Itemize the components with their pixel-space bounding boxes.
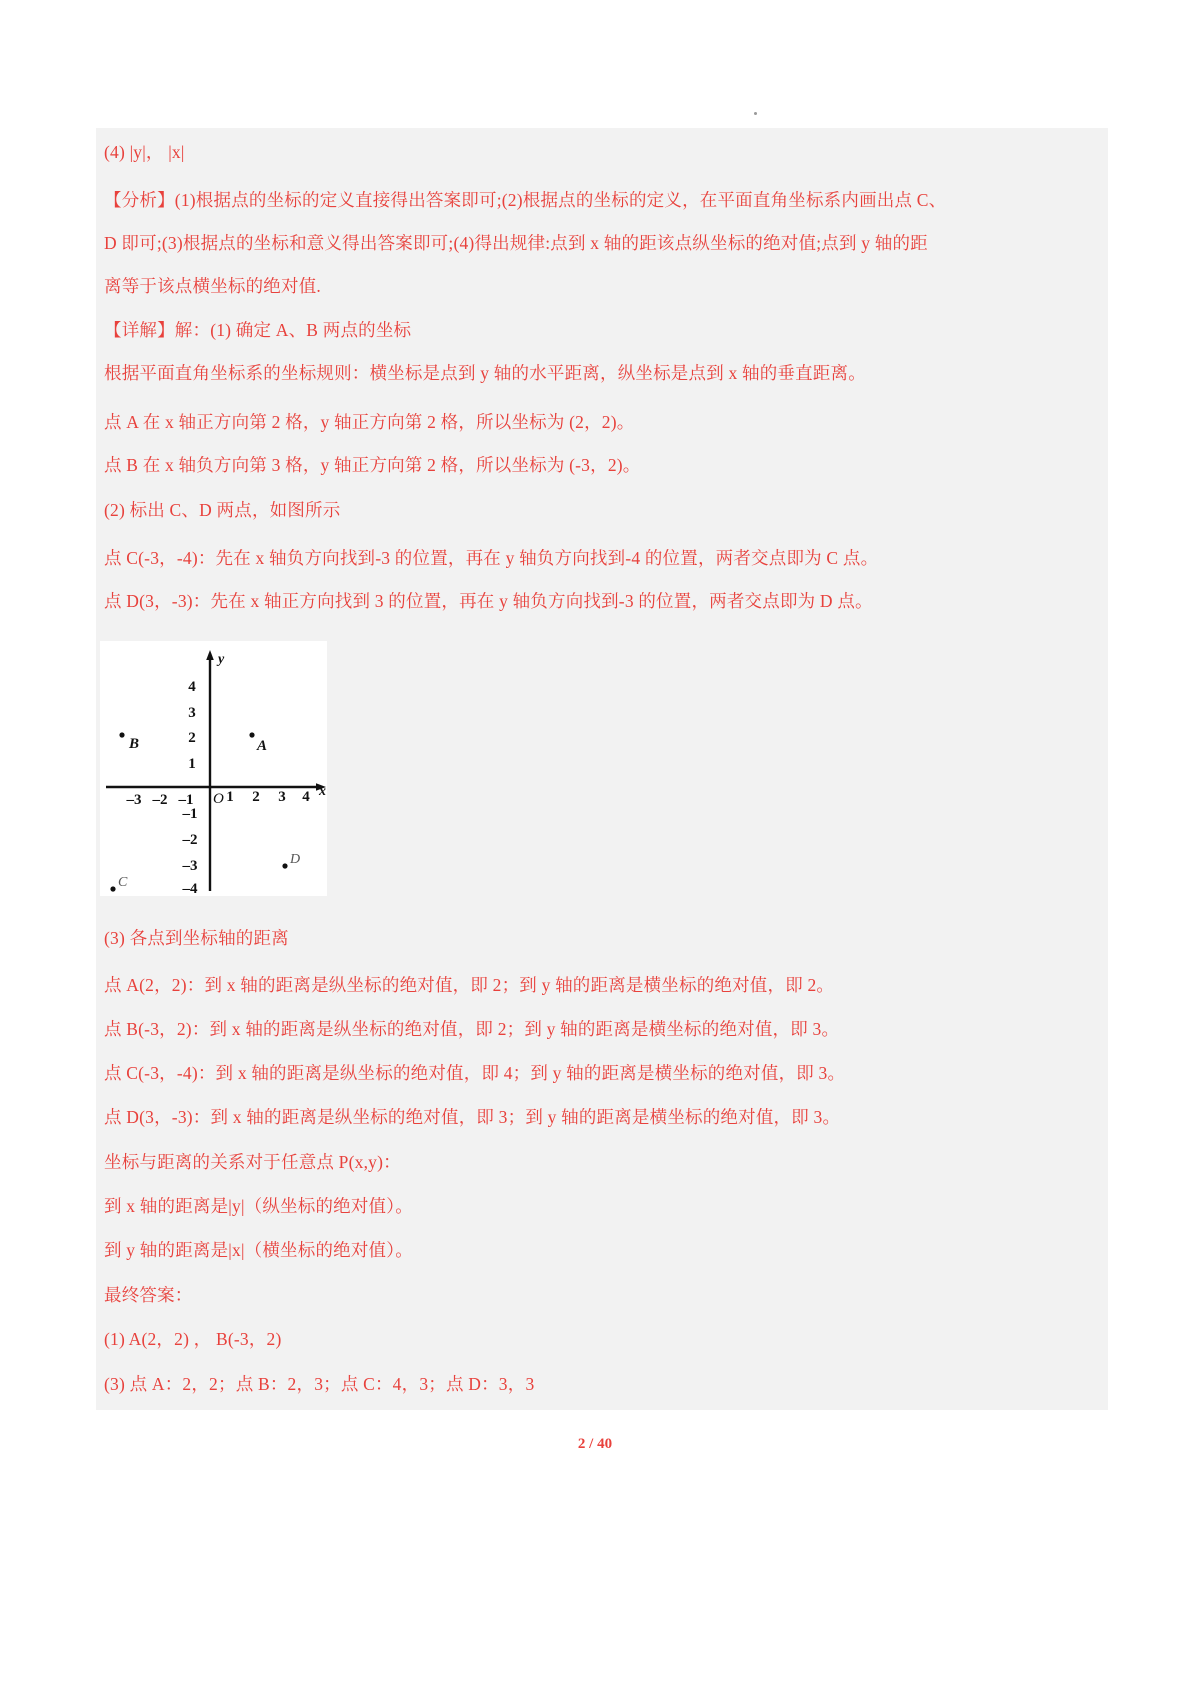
coordinate-plane-figure <box>100 641 327 896</box>
svg-text:2: 2 <box>188 730 196 746</box>
final-answer-heading: 最终答案： <box>104 1285 193 1305</box>
page-number: 2 / 40 <box>577 1436 613 1452</box>
svg-text:O: O <box>213 791 224 807</box>
point-d-line: 点 D(3，-3)：先在 x 轴正方向找到 3 的位置，再在 y 轴负方向找到-3 的位置，两者交点即为 D 点。 <box>104 591 873 611</box>
svg-text:1: 1 <box>188 756 196 772</box>
svg-text:3: 3 <box>188 705 196 721</box>
distance-c-line: 点 C(-3，-4)：到 x 轴的距离是纵坐标的绝对值，即 4；到 y 轴的距离是横坐标的绝对值，即 3。 <box>104 1063 846 1083</box>
point-a-marker <box>249 732 254 737</box>
svg-text:x: x <box>319 784 326 799</box>
analysis-line-2: D 即可;(3)根据点的坐标和意义得出答案即可;(4)得出规律:点到 x 轴的距该点纵坐标的绝对值;点到 y 轴的距 <box>104 233 928 253</box>
point-c-marker <box>110 886 115 891</box>
svg-text:4: 4 <box>188 679 196 695</box>
relation-y-line: 到 y 轴的距离是|x|（横坐标的绝对值）。 <box>104 1240 413 1260</box>
stray-mark <box>754 112 757 115</box>
final-answer-1: (1) A(2，2) ， B(-3，2) <box>104 1329 282 1349</box>
point-c-line: 点 C(-3，-4)：先在 x 轴负方向找到-3 的位置，再在 y 轴负方向找到-4 的位置，两者交点即为 C 点。 <box>104 548 879 568</box>
svg-text:–1: –1 <box>178 792 194 808</box>
distance-a-line: 点 A(2，2)：到 x 轴的距离是纵坐标的绝对值，即 2；到 y 轴的距离是横坐标的绝对值，即 2。 <box>104 975 835 995</box>
analysis-line-3: 离等于该点横坐标的绝对值. <box>104 276 321 296</box>
distance-b-line: 点 B(-3，2)：到 x 轴的距离是纵坐标的绝对值，即 2；到 y 轴的距离是横坐标的绝对值，即 3。 <box>104 1019 840 1039</box>
svg-text:1: 1 <box>226 789 234 805</box>
svg-text:3: 3 <box>278 789 286 805</box>
step2-heading: (2) 标出 C、D 两点，如图所示 <box>104 500 341 520</box>
analysis-line-1: 【分析】(1)根据点的坐标的定义直接得出答案即可;(2)根据点的坐标的定义，在平面直角坐标系内画出点 C、 <box>104 190 947 210</box>
svg-text:4: 4 <box>302 789 310 805</box>
svg-text:A: A <box>257 738 268 754</box>
svg-text:–1: –1 <box>182 806 198 822</box>
svg-text:–2: –2 <box>182 832 198 848</box>
final-answer-3: (3) 点 A：2，2；点 B：2，3；点 C：4，3；点 D：3，3 <box>104 1374 535 1394</box>
relation-x-line: 到 x 轴的距离是|y|（纵坐标的绝对值）。 <box>104 1196 413 1216</box>
point-b-marker <box>119 732 124 737</box>
distance-d-line: 点 D(3，-3)：到 x 轴的距离是纵坐标的绝对值，即 3；到 y 轴的距离是横坐标的绝对值，即 3。 <box>104 1107 841 1127</box>
svg-text:–2: –2 <box>152 792 168 808</box>
svg-text:y: y <box>218 652 225 667</box>
svg-text:C: C <box>118 875 128 890</box>
svg-text:–4: –4 <box>182 881 198 896</box>
point-b-line: 点 B 在 x 轴负方向第 3 格，y 轴正方向第 2 格，所以坐标为 (-3，2)。 <box>104 455 641 475</box>
point-d-marker <box>282 863 287 868</box>
svg-text:B: B <box>129 736 140 752</box>
coordinate-rule-line: 根据平面直角坐标系的坐标规则：横坐标是点到 y 轴的水平距离，纵坐标是点到 x 轴的垂直距离。 <box>104 363 866 383</box>
relation-heading: 坐标与距离的关系对于任意点 P(x,y)： <box>104 1152 401 1172</box>
line-question-4: (4) |y|， |x| <box>104 142 185 162</box>
svg-text:D: D <box>290 852 301 867</box>
point-a-line: 点 A 在 x 轴正方向第 2 格，y 轴正方向第 2 格，所以坐标为 (2，2)。 <box>104 412 635 432</box>
svg-text:2: 2 <box>252 789 260 805</box>
detail-heading: 【详解】解：(1) 确定 A、B 两点的坐标 <box>104 320 412 340</box>
svg-text:–3: –3 <box>182 858 198 874</box>
svg-text:–3: –3 <box>126 792 142 808</box>
step3-heading: (3) 各点到坐标轴的距离 <box>104 928 289 948</box>
